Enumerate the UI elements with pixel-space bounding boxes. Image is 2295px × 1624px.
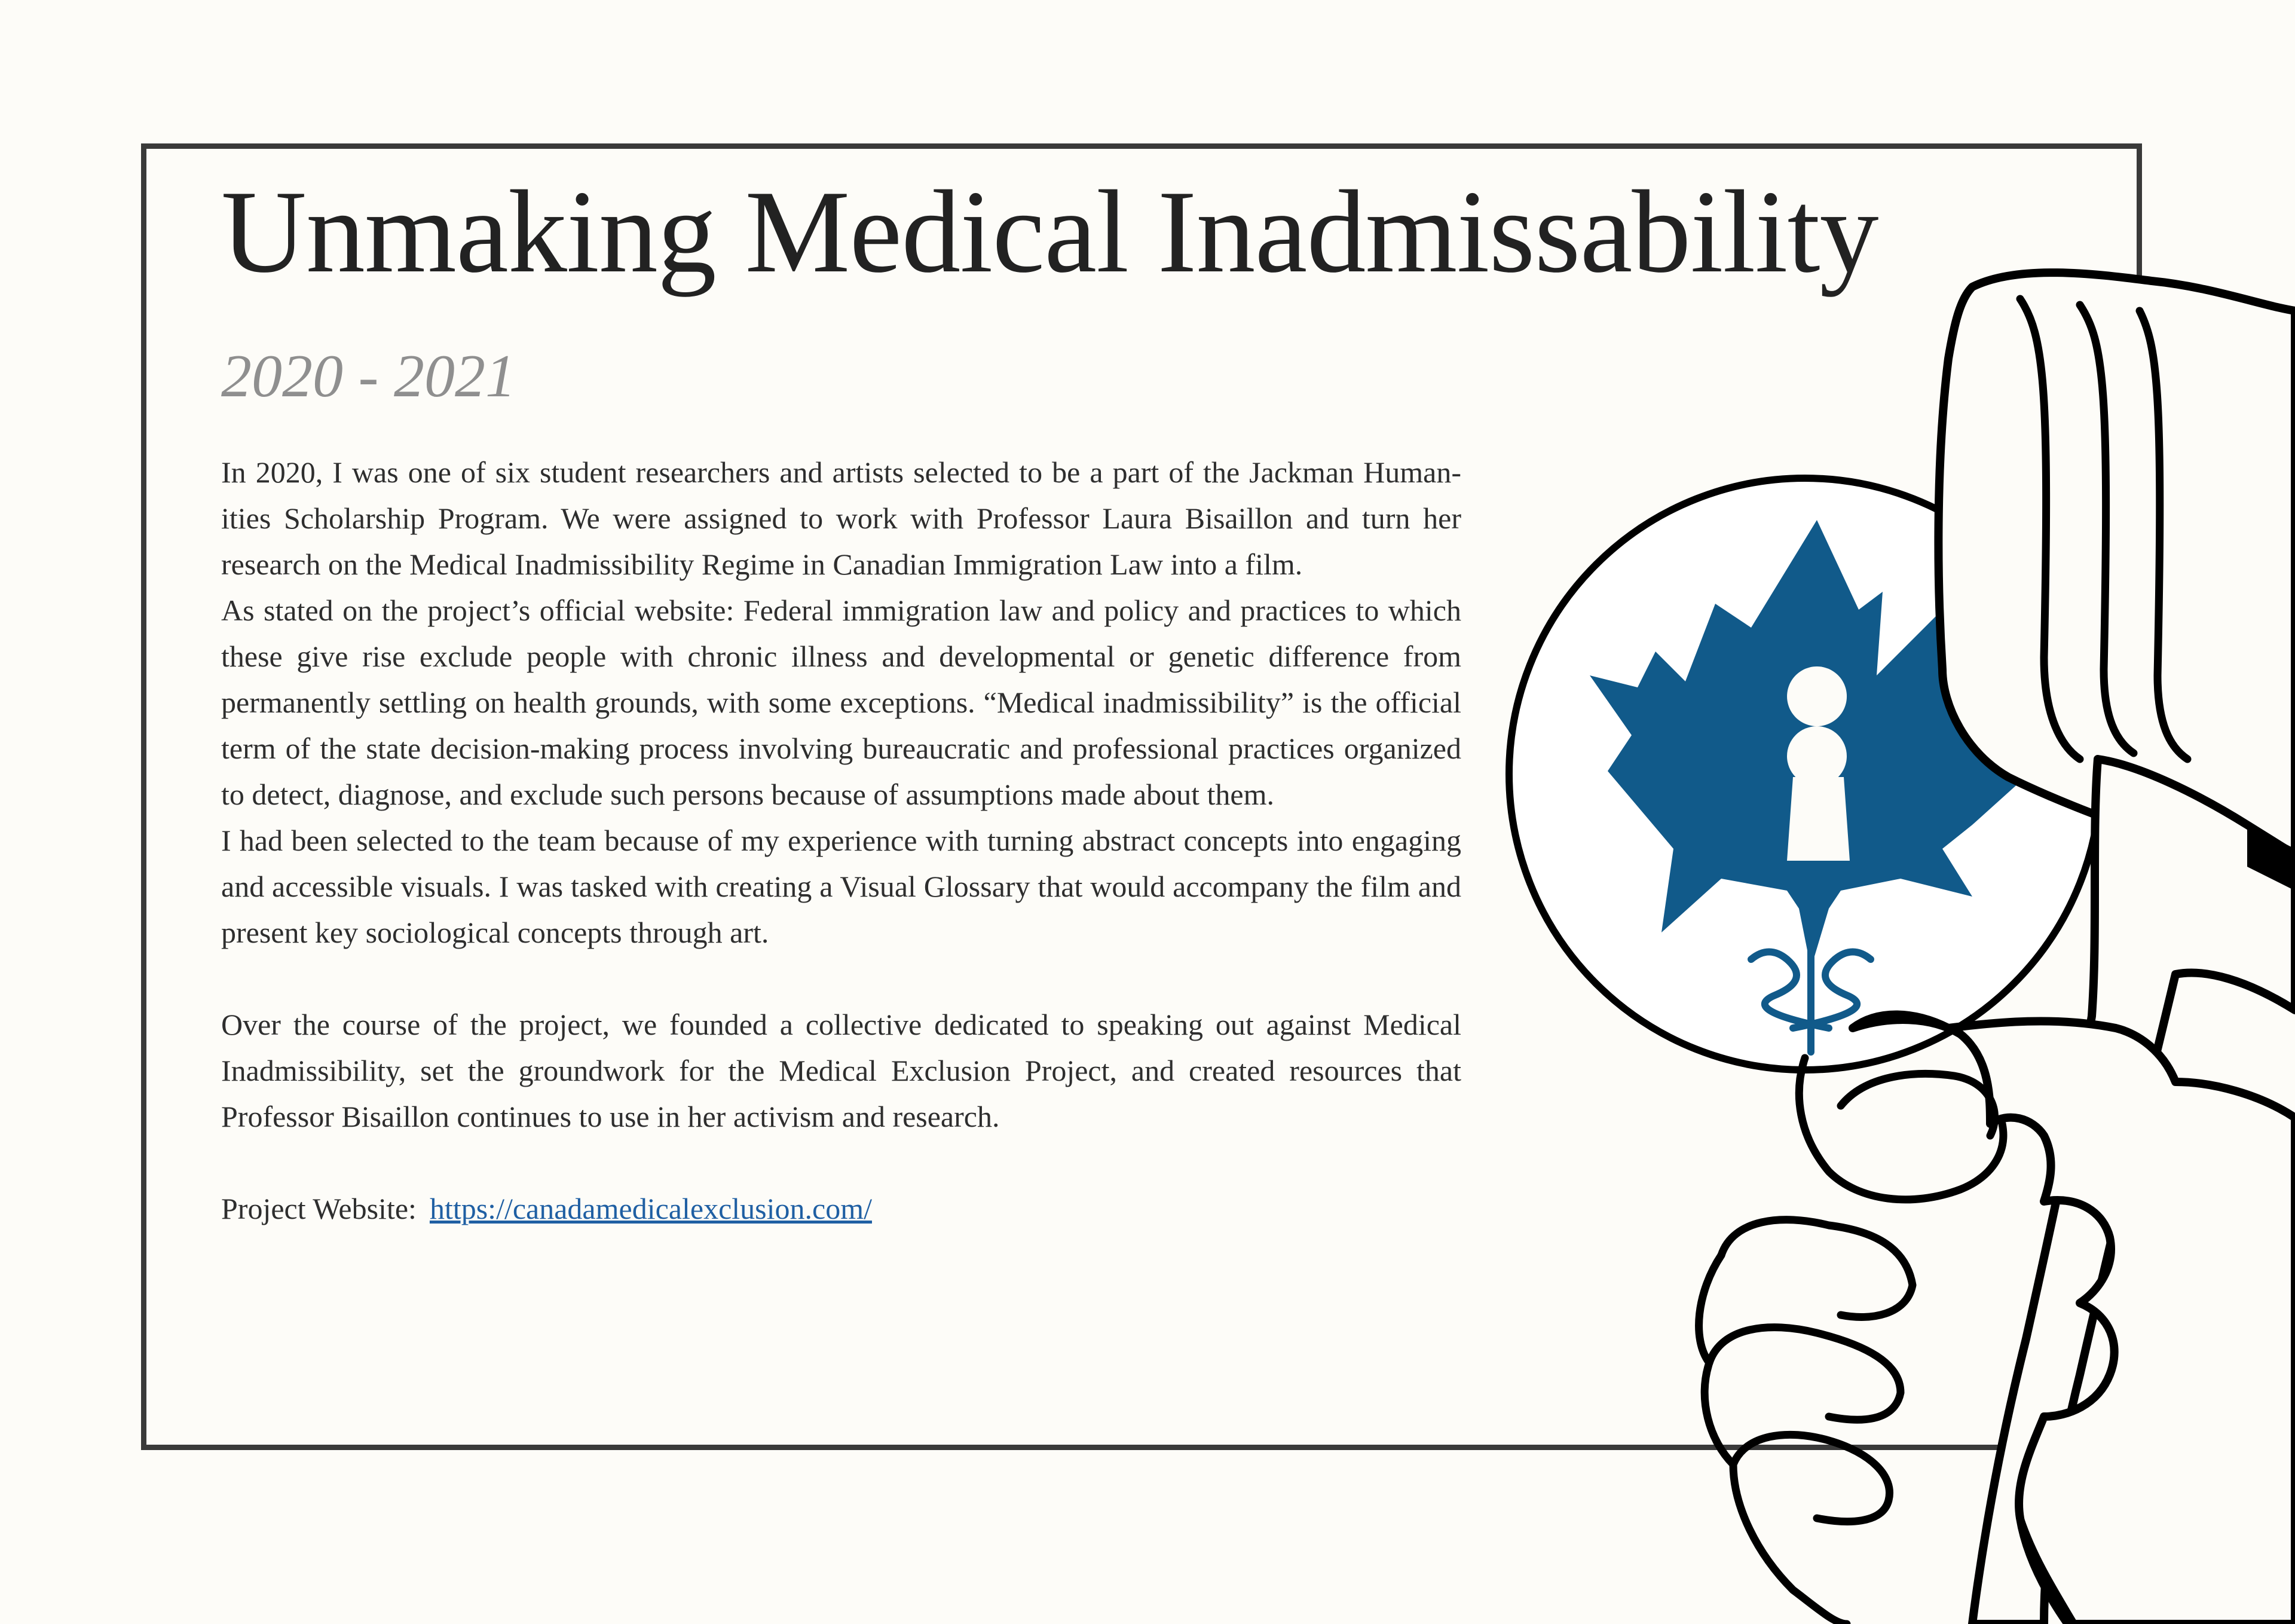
keyhole-top [1787, 726, 1847, 786]
main-content [221, 160, 1878, 1232]
hand-finger-1 [1841, 1074, 1995, 1136]
hand-holding-magnifier-illustration [1494, 263, 2295, 1624]
project-description [221, 449, 1461, 1140]
hand-finger-3 [1709, 1328, 1901, 1420]
project-website-row [221, 1186, 1461, 1232]
project-website-label: Project Website: [221, 1192, 417, 1225]
project-website-link[interactable]: https://canadamedicalexclusion.com/ [429, 1192, 872, 1225]
paragraph-intro: In 2020, I was one of six student researchers and artists selected to be a part of the Jackman Human-ities Scholarship Program. We were assigned to work with Professor Laura Bisaillon and turn her research on the Medical Inadmissibility Regime in Canadian Immigration Law into a film. [221, 455, 1461, 581]
page-title: Unmaking Medical Inadmissability [221, 166, 1878, 297]
paragraph-role: I had been selected to the team because of my experience with turning abstract concepts into engaging and accessible visuals. I was tasked with creating a Visual Glossary that would accompany the film and present key sociological concepts through art. [221, 824, 1461, 949]
paragraph-outcomes: Over the course of the project, we founded a collective dedicated to speaking out against Medical Inadmissibility, set the groundwork for the Medical Exclusion Project, and created resources that Professor Bisaillon continues to use in her activism and research. [221, 1008, 1461, 1133]
hand-finger-4 [1733, 1435, 1890, 1521]
project-years: 2020 - 2021 [221, 342, 516, 410]
paragraph-official-statement: As stated on the project’s official website: Federal immigration law and policy and practices to which these give rise exclude people with chronic illness and developmental or genetic difference from permanently settling on health grounds, with some exceptions. “Medical inadmissibility” is the official term of the state decision-making process involving bureaucratic and professional practices organized to detect, diagnose, and exclude such persons because of assumptions made about them. [221, 594, 1461, 811]
hand-holding-magnifier-icon [1509, 273, 2295, 1624]
hand-finger-2 [1721, 1220, 1912, 1317]
paragraph-spacer [221, 956, 1461, 1002]
